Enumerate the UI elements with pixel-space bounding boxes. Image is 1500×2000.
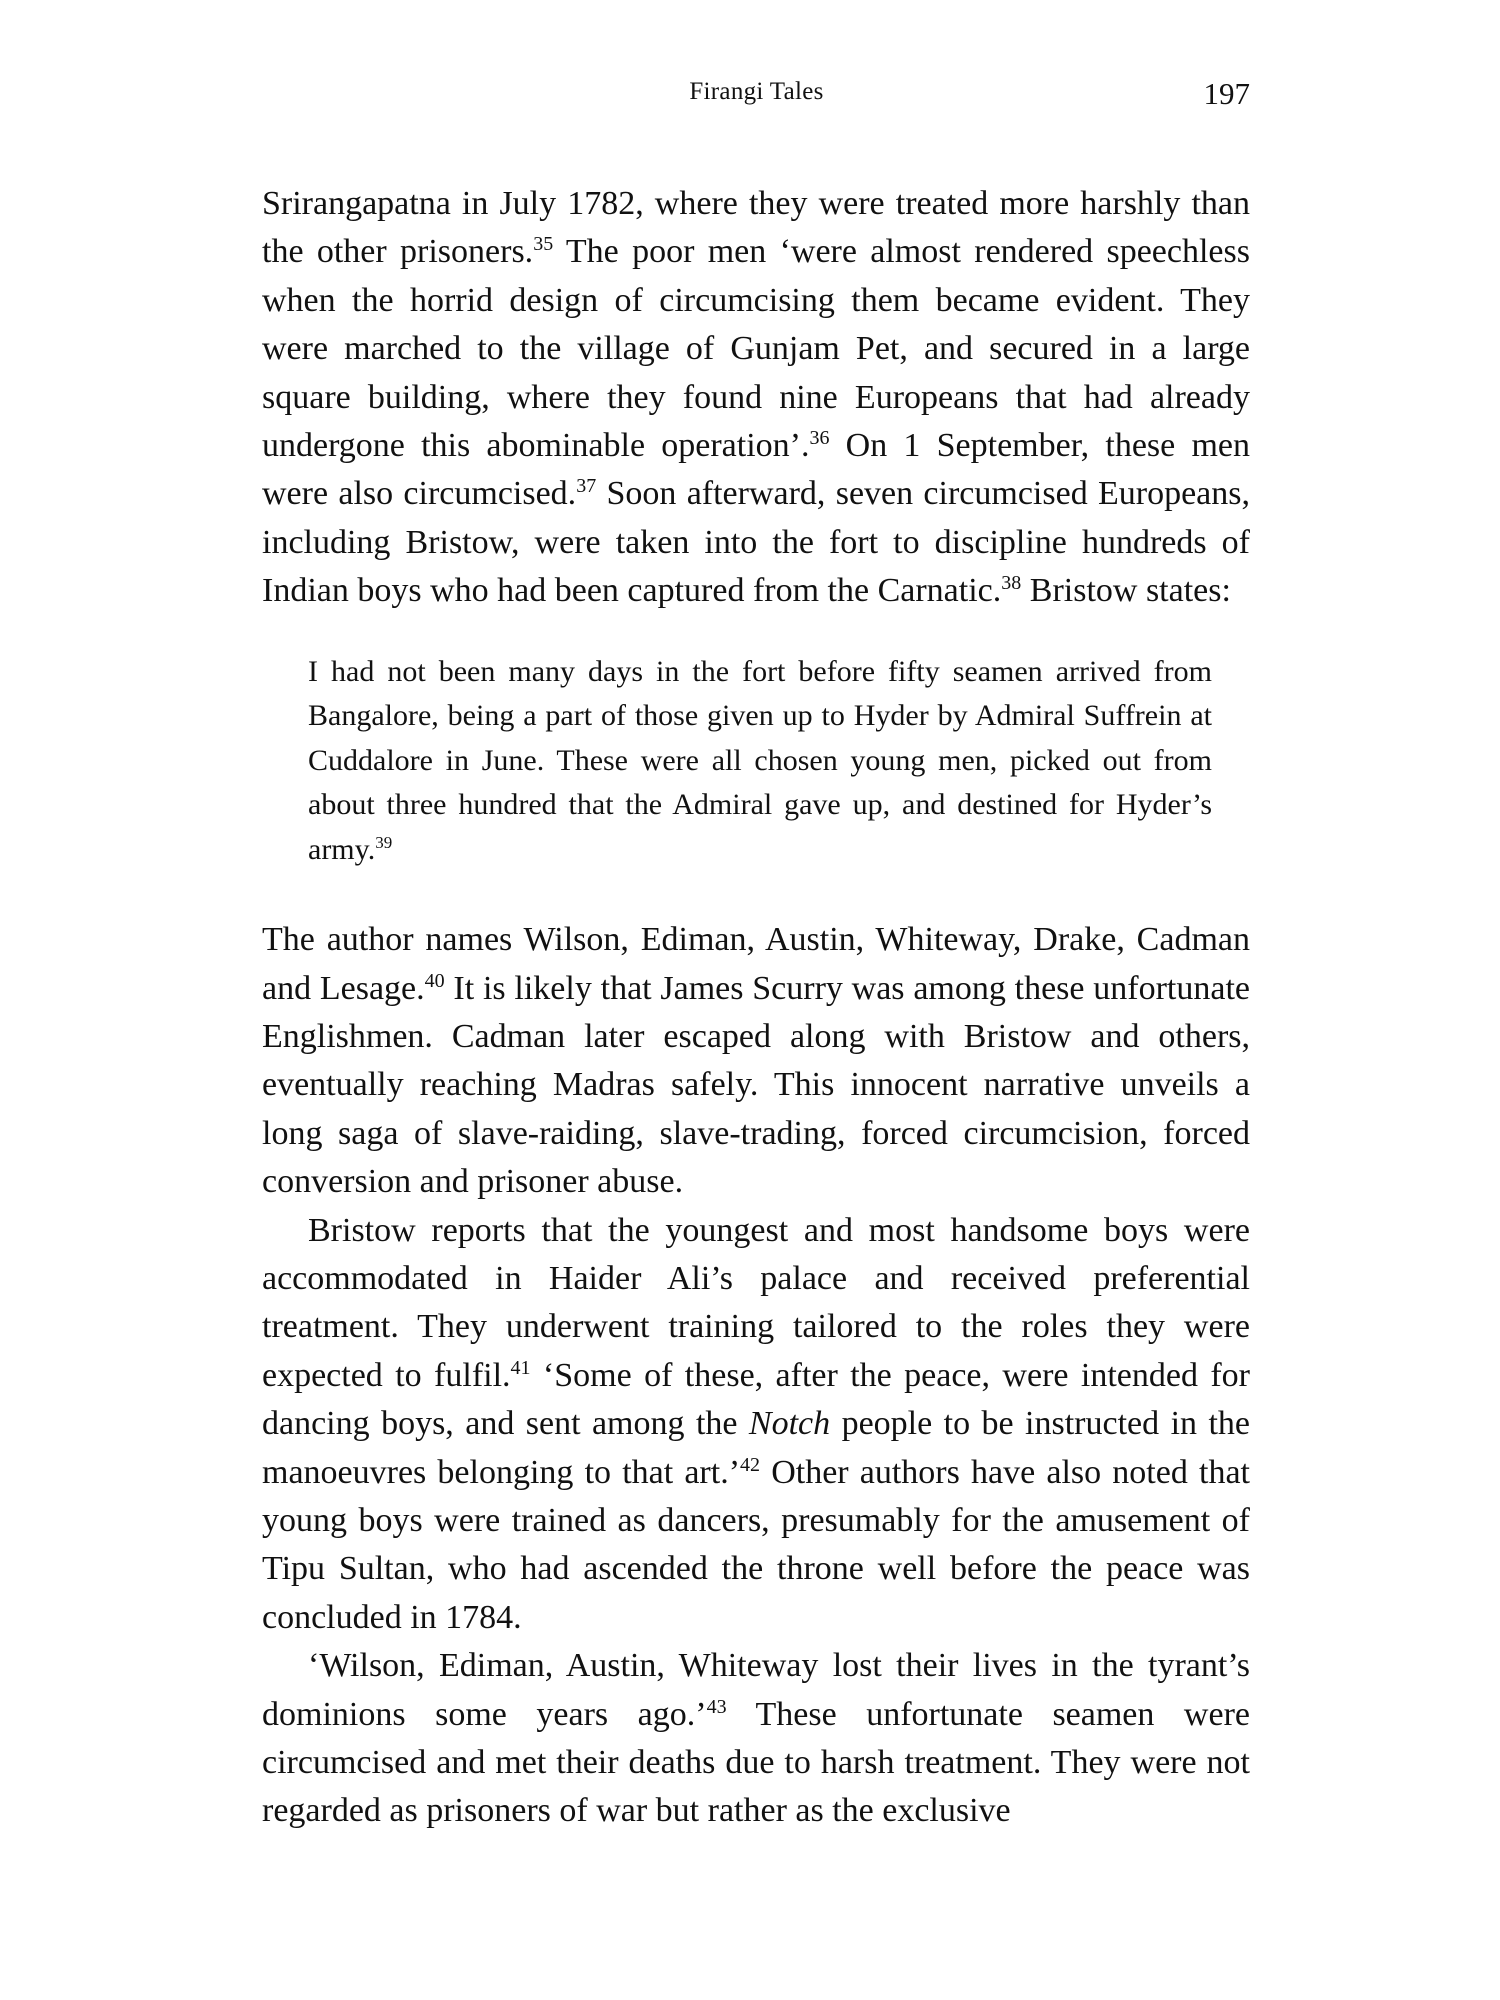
footnote-ref: 36 xyxy=(809,427,830,450)
footnote-ref: 39 xyxy=(375,832,393,852)
footnote-ref: 40 xyxy=(424,969,445,992)
paragraph-3: Bristow reports that the youngest and most handsome boys were accommodated in Haider Ali’s palace and received preferential treatment. They underwent training tailored to the roles they were expected to fulfil.$^{41}$ ‘Some of these, after the peace, were intended for dancing boys, and sent among the Notch people to be instructed in the manoeuvres belonging to that art.’$^{42}$ Other authors have also noted that young boys were trained as dancers, presumably for the amusement of Tipu Sultan, who had ascended the throne well before the peace was concluded in 1784. xyxy=(262,1211,1250,1636)
italic-term: Notch xyxy=(748,1405,831,1443)
block-quote: I had not been many days in the fort before fifty seamen arrived from Bangalore, being a part of those given up to Hyder by Admiral Suffrein at Cuddalore in June. These were all chosen young men, picked out from about three hundred that the Admiral gave up, and destined for Hyder’s army.$^{39}$ xyxy=(308,654,1212,866)
running-title: Firangi Tales xyxy=(689,78,824,105)
page-number: 197 xyxy=(1203,76,1250,111)
footnote-ref: 35 xyxy=(533,233,554,256)
body-text xyxy=(262,180,1250,1836)
paragraph-2: The author names Wilson, Ediman, Austin, Whiteway, Drake, Cadman and Lesage.$^{40}$ It is likely that James Scurry was among these unfortunate Englishmen. Cadman later escaped along with Bristow and others, eventually reaching Madras safely. This innocent narrative unveils a long saga of slave-raiding, slave-trading, forced circumcision, forced conversion and prisoner abuse. xyxy=(262,921,1250,1201)
paragraph-1: Srirangapatna in July 1782, where they were treated more harshly than the other prisoners.$^{35}$ The poor men ‘were almost rendered speechless when the horrid design of circumcising them became evident. They were marched to the village of Gunjam Pet, and secured in a large square building, where they found nine Europeans that had already undergone this abominable operation’.$^{36}$ On 1 September, these men were also circumcised.$^{37}$ Soon afterward, seven circumcised Europeans, including Bristow, were taken into the fort to discipline hundreds of Indian boys who had been captured from the Carnatic.$^{38}$ Bristow states: xyxy=(262,185,1250,610)
footnote-ref: 43 xyxy=(706,1695,727,1718)
footnote-ref: 37 xyxy=(576,475,597,498)
footnote-ref: 41 xyxy=(510,1356,531,1379)
running-head xyxy=(263,78,1250,118)
paragraph-4: ‘Wilson, Ediman, Austin, Whiteway lost their lives in the tyrant’s dominions some years ago.’$^{43}$ These unfortunate seamen were circumcised and met their deaths due to harsh treatment. They were not regarded as prisoners of war but rather as the exclusive xyxy=(262,1647,1250,1830)
footnote-ref: 42 xyxy=(740,1453,761,1476)
footnote-ref: 38 xyxy=(1001,572,1022,595)
